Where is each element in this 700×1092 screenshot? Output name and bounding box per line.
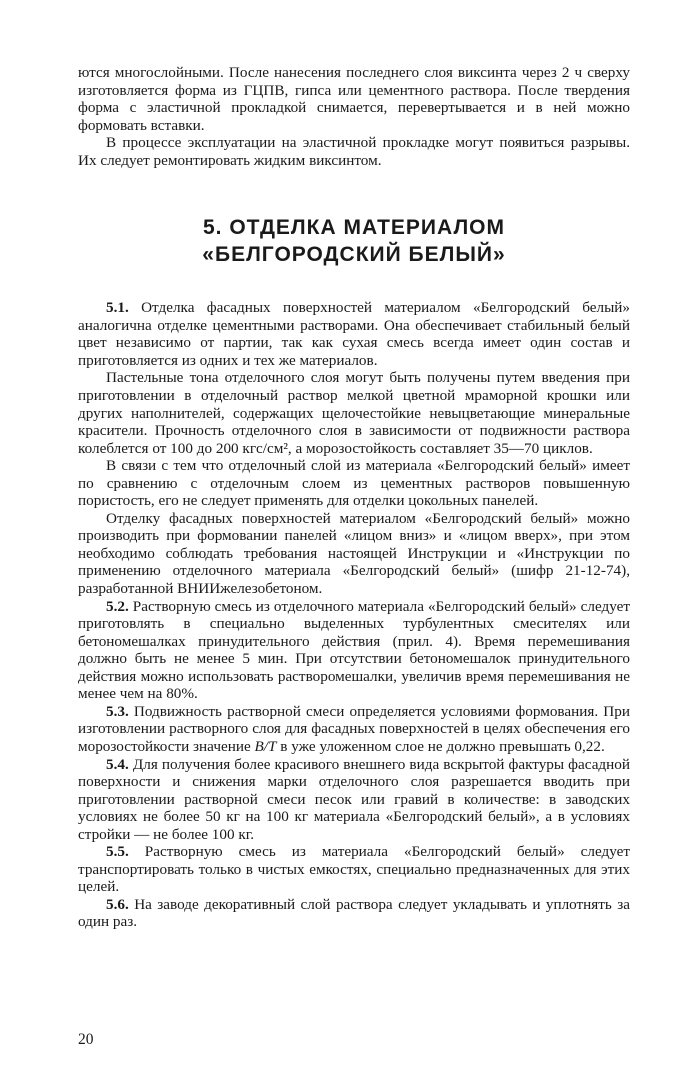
section-heading-line-2: «БЕЛГОРОДСКИЙ БЕЛЫЙ» (202, 243, 506, 267)
section-heading-line-1: 5. ОТДЕЛКА МАТЕРИАЛОМ (202, 216, 506, 240)
paragraph-5-1-porosity: В связи с тем что отделочный слой из материала «Белгородский белый» имеет по сравнению с отделочным слоем из цементных растворов повышенную пористость, его не следует применять для отделки цокольных панелей. (78, 457, 630, 510)
page-number: 20 (78, 1031, 94, 1048)
paragraph-intro-repairs: В процессе эксплуатации на эластичной прокладке могут появиться разрывы. Их следует ремонтировать жидким виксинтом. (78, 134, 630, 169)
clause-number-5-3: 5.3. (106, 702, 129, 720)
clause-text-5-4: Для получения более красивого внешнего вида вскрытой фактуры фасадной поверхности и снижения марки отделочного слоя разрешается вводить при приготовлении растворной смеси песок или гравий в количестве: в заводских условиях не более 50 кг на 100 кг материала «Белгородский белый», а в условиях стройки — не более 100 кг. (78, 755, 631, 843)
paragraph-5-5 (78, 843, 630, 896)
clause-text-5-3: Подвижность растворной смеси определяется условиями формования. При изготовлении растворного слоя для фасадных поверхностей в целях обеспечения его морозостойкости значение (78, 702, 630, 755)
paragraph-5-1-forming: Отделку фасадных поверхностей материалом «Белгородский белый» можно производить при формовании панелей «лицом вниз» и «лицом вверх», при этом необходимо соблюдать требования настоящей Инструкции и «Инструкции по применению отделочного материала «Белгородский белый» (шифр 21-12-74), разработанной ВНИИжелезобетоном. (78, 509, 630, 598)
paragraph-5-6 (78, 896, 630, 931)
clause-number-5-6: 5.6. (106, 895, 129, 913)
paragraph-5-3 (78, 703, 630, 756)
clause-text-5-5: Растворную смесь из материала «Белгородский белый» следует транспортировать только в чистых емкостях, специально предназначенных для этих целей. (78, 843, 630, 896)
formula-w-t: В/Т (254, 737, 277, 755)
paragraph-5-4 (78, 756, 630, 844)
clause-text-5-3-end: в уже уложенном слое не должно превышать 0,22. (280, 737, 605, 755)
clause-text-5-2: Растворную смесь из отделочного материала «Белгородский белый» следует приготовлять в специально выделенных турбулентных смесителях или бетономешалках принудительного действия (прил. 4). Время перемешивания должно быть не менее 5 мин. При отсутствии бетономешалок принудительного действия можно использовать растворомешалки, увеличив время перемешивания не менее чем на 80%. (78, 597, 630, 703)
section-heading (78, 214, 630, 268)
paragraph-5-1 (78, 299, 630, 369)
clause-number-5-1: 5.1. (106, 299, 129, 317)
paragraph-5-2 (78, 598, 630, 703)
clause-text-5-6: На заводе декоративный слой раствора следует укладывать и уплотнять за один раз. (78, 895, 630, 931)
clause-number-5-4: 5.4. (106, 755, 129, 773)
page-text (78, 64, 630, 931)
paragraph-5-1-pastel: Пастельные тона отделочного слоя могут быть получены путем введения при приготовлении в отделочный раствор мелкой цветной мраморной крошки или других наполнителей, содержащих щелочестойкие невыцветающие минеральные красители. Прочность отделочного слоя в зависимости от подвижности раствора колеблется от 100 до 200 кгс/см², а морозостойкость составляет 35—70 циклов. (78, 369, 630, 457)
clause-number-5-2: 5.2. (106, 597, 129, 615)
paragraph-intro-continuation: ются многослойными. После нанесения последнего слоя виксинта через 2 ч сверху изготовляется форма из ГЦПВ, гипса или цементного раствора. После твердения форма с эластичной прокладкой снимается, перевертывается и в ней можно формовать вставки. (78, 64, 630, 134)
clause-text-5-1: Отделка фасадных поверхностей материалом «Белгородский белый» аналогична отделке цементными растворами. Она обеспечивает стабильный белый цвет независимо от партии, так как сухая смесь всегда имеет один состав и приготовляется из одних и тех же материалов. (78, 299, 630, 369)
clause-number-5-5: 5.5. (106, 843, 129, 861)
